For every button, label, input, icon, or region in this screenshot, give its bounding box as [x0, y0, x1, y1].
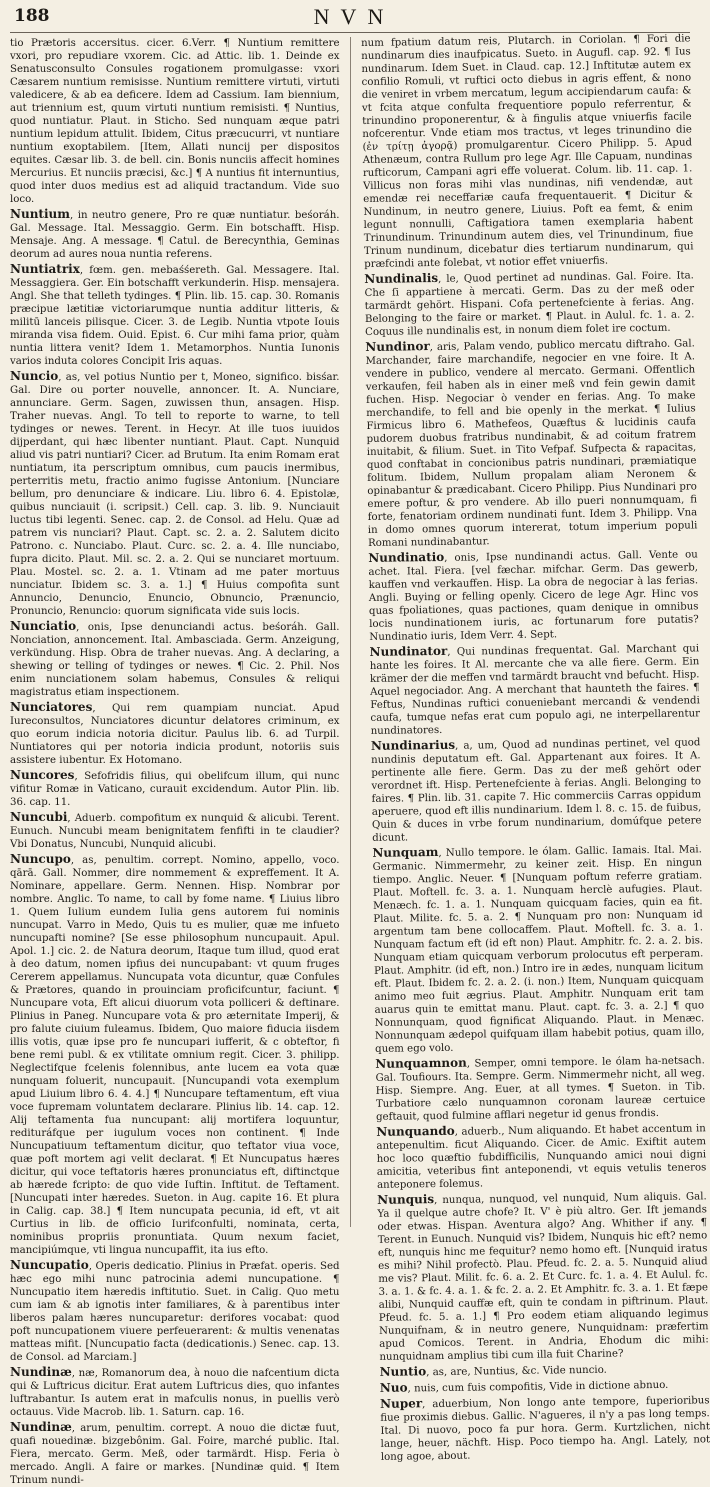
entry-headword: Nunquis: [376, 1192, 434, 1207]
entry-text: in neutro genere, Pro re quæ nuntiatur. beśoráh. Gal. Message. Ital. Messaggio. Germ. Ein botschafft. Hisp. Mensaje. Ang. A message. ¶ Catul. de Berecynthia, Geminas deorum ad aures noua nuntia referens.: [10, 210, 340, 260]
dictionary-entry: Nunciatio, onis, Ipse denunciandi actus. beśoráh. Gall. Nonciation, annoncement. Ital. Ambasciada. Germ. Anzeigung, verkündung. Hisp. Obra de traher nuevas. Ang. A declaring, a shewing or telling of tydinges or newes. ¶ Cic. 2. Phil. Nos enim nunciationem solam habemus, Consules & reliqui magistratus etiam inspectionem.: [10, 619, 340, 698]
entry-text: as, penultim. corrept. Nomino, appello, voco. qārā. Gall. Nommer, dire nommement & expreffement. It A. Nominare, appellare. Germ. Nennen. Hisp. Nombrar por nombre. Anglic. To name, to call by fome name. ¶ Liuius libro 1. Quem Iulium eundem Iulia gens autorem fui nominis nuncupat. Varro in Medo, Quis tu es mulier, quæ me infueto nuncupafti nomine? [Se esse philosophum nuncupauit. Apul. Apol. 1.] cic. 2. de Natura deorum, Itaque tum illud, quod erat à deo datum, nomen ipfius dei nuncupabant: vt quum fruges Cererem appellamus. Nuncupata vota dicuntur, quæ Confules & Prætores, quando in prouinciam proficifcuntur, faciunt. ¶ Nuncupare vota, Eft alicui diuorum vota polliceri & deftinare. Plinius in Paneg. Nuncupare vota & pro æternitate Imperij, & pro falute ciuium fuleamus. Ibidem, Quo maiore fiducia iisdem illis votis, quæ ipse pro fe nuncupari iufferit, & c obteftor, fi bene remi publ. & ex vtilitate omnium regit. Cicer. 3. philipp. Neglectifque fcelenis folennibus, ante lucem ea vota quæ nunquam foluerit, nuncupauit. [Nuncupandi vota exemplum apud Liuium libro 6. 4. 4.] ¶ Nuncupare teftamentum, eft viua voce fupremam voluntatem declarare. Plinius lib. 14. cap. 12. Alij teftamenta fua nuncupant: alij mortifera loquuntur, redituráfque per iugulum voces non continent. ¶ Inde Nuncupatiuum teftamentum dicitur, quo teftator viua voce, quæ poft mortem agi velit declarat. ¶ Et Nuncupatus hæres dicitur, qui voce teftatoris hæres pronunciatus eft, diftinctque ab hærede fcripto: de quo vide Iuftin. Inftitut. de Teftament. [Nuncupati inter hæredes. Sueton. in Aug. capite 16. Et plura in Calig. cap. 38.] ¶ Item nuncupata pecunia, id eft, vt ait Curtius in lib. de officio Iurifconfulti, nominata, certa, nominibus propriis pronuntiata. Quum nexum faciet, mancipiúmque, vti lingua nuncupaffit, ita ius efto.: [10, 855, 340, 1256]
entry-text: næ, Romanorum dea, à nouo die nafcentium dicta qui & Luftricus dicitur. Erat autem Luftricus dies, quo infantes luftrabantur. Is autem erat in mafculis nonus, in puellis verò octauus. Vide Macrob. lib. 1. Saturn. cap. 16.: [10, 1368, 340, 1418]
dictionary-entry: Nundinatio, onis, Ipse nundinandi actus. Gall. Vente ou achet. Ital. Fiera. [vel fæchar. mifchar. Germ. Das gewerb, kauffen vnd verkauffen. Hisp. La obra de negociar à las ferias. Angli. Buying or felling openly. Cicero de lege Agr. Hinc vos quas fpoliationes, quas pactiones, quam denique in omnibus locis nundinationem iuris, ac fortunarum fore putatis? Nundinatio iuris, Idem Verr. 4. Sept.: [367, 549, 699, 643]
entry-headword: Nunquando: [375, 1123, 455, 1139]
left-column: [10, 37, 340, 1486]
entry-headword: Nundinæ: [10, 1365, 72, 1379]
page-number: 188: [14, 6, 50, 26]
dictionary-entry: Nundinalis, le, Quod pertinet ad nundinas. Gal. Foire. Ita. Che ſi appartiene à mercati. Germ. Das zu der meß oder tarmärdt gehört. Hispani. Cofa pertenefciente à ferias. Ang. Belonging to the faire or market. ¶ Plaut. in Aulul. fc. 1. a. 2. Coquus ille nundinalis est, in nonum diem folet ire coctum.: [363, 270, 694, 338]
dictionary-entry: Nuncio, as, vel potius Nuntio per t, Moneo, significo. bisśar. Gal. Dire ou porter nouvelle, annoncer. It. A. Nunciare, annunciare. Germ. Sagen, zuwissen thun, ansagen. Hisp. Traher nuevas. Angl. To tell to reporte to warne, to tell tydinges or newes. Terent. in Hecyr. At ille tuos iuuidos dijperdant, qui hæc libenter nuntiant. Plaut. Capt. Nunquid aliud vis patri nuntiari? Cicer. ad Brutum. Ita enim Romam erat nuntiatum, ita perscriptum omnibus, cum paucis inermibus, perterritis metu, fractio animo fugisse Antonium. [Nunciare bellum, pro denunciare & indicare. Liu. libro 6. 4. Epistolæ, quibus nunciauit (i. scripsit.) Cell. cap. 3. lib. 9. Nunciauit luctus tibi legenti. Senec. cap. 2. de Consol. ad Helu. Quæ ad patrem vis nunciari? Plaut. Capt. sc. 2. a. 2. Salutem dicito Patrono. c. Nunciabo. Plaut. Curc. sc. 2. a. 4. Ille nunciabo, fupra dicito. Plaut. Mil. sc. 2. a. 2. Qui se nunciaret mortuum. Plau. Mostel. sc. 2. a. 1. Vtinam ad me pater mortuus nunciatur. Ibidem sc. 3. a. 1.] ¶ Huius compofita sunt Annuncio, Denuncio, Enuncio, Obnuncio, Prænuncio, Pronuncio, Renuncio: quorum significata vide suis locis.: [10, 369, 340, 617]
dictionary-entry: Nuper, aduerbium, Non longo ante tempore, fuperioribus fiue proximis diebus. Gallic. N'agueres, il n'y a pas long temps. Ital. Di nuovo, poco fa pur hora. Germ. Kurtzlichen, nicht lange, heuer, nächft. Hisp. Poco tiempo ha. Angl. Lately, not long agoe, about.: [379, 1395, 710, 1463]
entry-headword: Nunciatio: [10, 619, 77, 633]
entry-text: Sefofridis filius, qui obelifcum illum, qui nunc vifitur Romæ in Vaticano, curauit excidendum. Autor Plin. lib. 36. cap. 11.: [10, 771, 340, 808]
entry-headword: Nuncores: [10, 768, 75, 782]
dictionary-entry: [10, 37, 340, 206]
entry-text: aris, Palam vendo, publico mercatu diftraho. Gal. Marchander, faire marchandife, negocier en vne foire. It A. vendere in publico, vendere al mercato. Germani. Offentlich verkaufen, feil haben als in einer meß vnd fein gewin damit fuchen. Hisp. Negociar ò vender en ferias. Ang. To make merchandife, to fell and bie openly in the merkat. ¶ Iulius Firmicus libro 6. Mathefeos, Quæftus & lucidinis caufa pudorem duobus fratribus nundinabit, & ad coitum fratrem inuitabit, & filium. Suet. in Tito Vefpaf. Sufpecta & rapacitas, quod conftabat in concionibus patris nundinari, præmiatique folitum. Ibidem, Nullum propalam aliam Neronem & opinabantur & prædicabant. Cicero Philipp. Pius Nundinari pro emere poftur, & pro vendere. Ab illo pueri nonnumquam, fi forte, fenatoriam ordinem nundinati funt. Idem 3. Philipp. Vna in domo omnes quorum intererat, totum imperium populi Romani nundinabantur.: [364, 338, 697, 549]
entry-headword: Nundinalis: [363, 270, 438, 286]
right-column: [360, 32, 710, 1463]
entry-text: a, um, Quod ad nundinas pertinet, vel quod nundinis deputatum eft. Gal. Appartenant aux foires. It A. pertinente alle fiere. Germ. Das zu der meß gehört oder verordnet ift. Hisp. Pertenefciente à ferias. Angli. Belonging to faires. ¶ Plin. lib. 31. capite 7. Hic commerciis Carras oppidum aperuere, quod eft illis nundinarium. Idem l. 8. c. 15. de fuibus, Quin & duces in vrbe forum nundinarium, domúfque petere dicunt.: [370, 737, 702, 844]
entry-headword: Nundinor: [364, 339, 430, 354]
dictionary-entry: Nuntium, in neutro genere, Pro re quæ nuntiatur. beśoráh. Gal. Message. Ital. Messaggio. Germ. Ein botschafft. Hisp. Mensaje. Ang. A message. ¶ Catul. de Berecynthia, Geminas deorum ad aures noua nuntia referens.: [10, 207, 340, 260]
dictionary-entry: Nuncores, Sefofridis filius, qui obelifcum illum, qui nunc vifitur Romæ in Vaticano, curauit excidendum. Autor Plin. lib. 36. cap. 11.: [10, 768, 340, 808]
dictionary-entry: Nunquam, Nullo tempore. le ólam. Gallic. Iamais. Ital. Mai. Germanic. Nimmermehr, zu keiner zeit. Hisp. En ningun tiempo. Anglic. Neuer. ¶ [Nunquam poftum referre gratiam. Plaut. Moftell. fc. 3. a. 1. Nunquam herclè aufugies. Plaut. Menæch. fc. 1. a. 1. Nunquam quicquam facies, quin ea fit. Plaut. Milite. fc. 5. a. 2. ¶ Nunquam pro non: Nunquam id argentum tam bene collocaffem. Plaut. Moftell. fc. 3. a. 1. Nunquam factum eft (id eft non) Plaut. Amphitr. fc. 2. a. 2. bis. Nunquam etiam quicquam verborum prolocutus eft perperam. Plaut. Amphitr. (id eft, non.) Intro ire in ædes, nunquam licitum eft. Plaut. Ibidem fc. 2. a. 2. (i. non.) Item, Nunquam quicquam animo meo fuit ægrius. Plaut. Amphitr. Nunquam erit tam auarus quin te emittat manu. Plaut. capt. fc. 3. a. 2.] ¶ quo Nonnunquam, quod fignificat Aliquando. Plaut. in Menæc. Nonnunquam ædepol quifquam illam habebit potius, quam illo, quem ego volo.: [371, 844, 704, 1055]
entry-text: aduerbium, Non longo ante tempore, fuperioribus fiue proximis diebus. Gallic. N'agueres, il n'y a pas long temps. Ital. Di nuovo, poco fa pur hora. Germ. Kurtzlichen, nicht lange, heuer, nächft. Hisp. Poco tiempo ha. Angl. Lately, not long agoe, about.: [379, 1395, 710, 1463]
entry-headword: Nunquamnon: [374, 1055, 467, 1071]
entry-text: Semper, omni tempore. le ólam ha-netsach. Gal. Toufiours. Ita. Sempre. Germ. Nimmermehr nicht, all weg. Hisp. Siempre. Ang. Euer, at all tymes. ¶ Sueton. in Tib. Turbatiore cælo nunquamnon coronam laureæ certuice geftauit, quod fulmine afflari negetur id genus frondis.: [374, 1055, 705, 1123]
entry-text: arum, penultim. corrept. A nouo die dictæ fuut, quafi nouedinæ. bizgebônim. Gal. Foire, marché public. Ital. Fiera, mercato. Germ. Meß, oder tarmärdt. Hisp. Feria ò mercado. Angli. A faire or markes. [Nundinæ quid. ¶ Item Trinum nundi-: [10, 1423, 340, 1486]
dictionary-entry: Nuncubi, Aduerb. compofitum ex nunquid & alicubi. Terent. Eunuch. Nuncubi meam benignitatem fenfifti in te claudier? Vbi Donatus, Nuncubi, Nunquid alicubi.: [10, 810, 340, 850]
entry-headword: Nuo: [379, 1380, 408, 1395]
entry-headword: Nunquam: [371, 844, 439, 860]
dictionary-entry: [361, 32, 694, 271]
dictionary-entry: Nundinæ, arum, penultim. corrept. A nouo die dictæ fuut, quafi nouedinæ. bizgebônim. Gal. Foire, marché public. Ital. Fiera, mercato. Germ. Meß, oder tarmärdt. Hisp. Feria ò mercado. Angli. A faire or markes. [Nundinæ quid. ¶ Item Trinum nundi-: [10, 1420, 340, 1486]
dictionary-entry: Nunquando, aduerb., Num aliquando. Et habet accentum in antepenultim. ficut Aliquando. Cicer. de Amic. Exiftit autem hoc loco quæftio fubdifficilis, Nunquando amici noui digni amicitia, veteribus fint anteponendi, vt equis vetulis teneros anteponere folemus.: [375, 1123, 706, 1191]
dictionary-entry: Nundinator, Qui nundinas frequentat. Gal. Marchant qui hante les foires. It Al. mercante che va alle fiere. Germ. Ein krämer der die meffen vnd tarmärdt braucht vnd befucht. Hisp. Aquel negociador. Ang. A merchant that haunteth the faires. ¶ Feftus, Nundinas ruftici conueniebant mercandi & vendendi caufa, tumque nefas erat cum populo agi, ne interpellarentur nundinatores.: [368, 643, 700, 737]
column-divider: [350, 37, 351, 1227]
entry-text: Aduerb. compofitum ex nunquid & alicubi. Terent. Eunuch. Nuncubi meam benignitatem fenfifti in te claudier? Vbi Donatus, Nuncubi, Nunquid alicubi.: [10, 813, 340, 850]
dictionary-entry: Nundinæ, næ, Romanorum dea, à nouo die nafcentium dicta qui & Luftricus dicitur. Erat autem Luftricus dies, quo infantes luftrabantur. Is autem erat in mafculis nonus, in puellis verò octauus. Vide Macrob. lib. 1. Saturn. cap. 16.: [10, 1365, 340, 1418]
dictionary-entry: Nunquamnon, Semper, omni tempore. le ólam ha-netsach. Gal. Toufiours. Ita. Sempre. Germ. Nimmermehr nicht, all weg. Hisp. Siempre. Ang. Euer, at all tymes. ¶ Sueton. in Tib. Turbatiore cælo nunquamnon coronam laureæ certuice geftauit, quod fulmine afflari negetur id genus frondis.: [374, 1055, 705, 1123]
entry-text: fœm. gen. mebaśśereth. Gal. Messagere. Ital. Messaggiera. Ger. Ein botschafft verkunderin. Hisp. mensajera. Angl. She that telleth tydinges. ¶ Plin. lib. 15. cap. 30. Romanis præcipue lætitiæ victoriarumque nuntia additur litteris, & militū lanceis pilisque. Cicer. 3. de Legib. Nuntia vtpote Iouis miranda visa fidem. Ouid. Epist. 6. Cur mihi fama prior, quàm nuntia littera venit? Idem 1. Metamorphos. Nuntia Iunonis varios induta colores Concipit Iris aquas.: [10, 265, 340, 367]
entry-headword: Nundinæ: [10, 1420, 72, 1434]
entry-text: aduerb., Num aliquando. Et habet accentum in antepenultim. ficut Aliquando. Cicer. de Amic. Exiftit autem hoc loco quæftio fubdifficilis, Nunquando amici noui digni amicitia, veteribus fint anteponendi, vt equis vetulis teneros anteponere folemus.: [375, 1123, 706, 1191]
entry-text: onis, Ipse denunciandi actus. beśoráh. Gall. Nonciation, annoncement. Ital. Ambasciada. Germ. Anzeigung, verkündung. Hisp. Obra de traher nuevas. Ang. A declaring, a shewing or telling of tydinges or newes. ¶ Cic. 2. Phil. Nos enim nunciationem solam habemus, Consules & reliqui magistratus etiam inspectionem.: [10, 622, 340, 698]
dictionary-entry: Nundinarius, a, um, Quod ad nundinas pertinet, vel quod nundinis deputatum eft. Gal. Appartenant aux foires. It A. pertinente alle fiere. Germ. Das zu der meß gehört oder verordnet ift. Hisp. Pertenefciente à ferias. Angli. Belonging to faires. ¶ Plin. lib. 31. capite 7. Hic commerciis Carras oppidum aperuere, quod eft illis nundinarium. Idem l. 8. c. 15. de fuibus, Quin & duces in vrbe forum nundinarium, domúfque petere dicunt.: [370, 737, 702, 844]
entry-headword: Nuncupo: [10, 852, 71, 866]
dictionary-entry: Nuncupatio, Operis dedicatio. Plinius in Præfat. operis. Sed hæc ego mihi nunc patrocinia ademi nuncupatione. ¶ Nuncupatio item hæredis inftitutio. Suet. in Calig. Quo metu cum iam & ab ignotis inter familiares, & à parentibus inter liberos palam hæres nuncuparetur: derifores vocabat: quod poft nuncupationem viuere perfeuerarent: & multis venenatas matteas mifit. [Nuncupatio facta (dedicationis.) Senec. cap. 13. de Consol. ad Marciam.]: [10, 1258, 340, 1363]
dictionary-entry: Nuncupo, as, penultim. corrept. Nomino, appello, voco. qārā. Gall. Nommer, dire nommement & expreffement. It A. Nominare, appellare. Germ. Nennen. Hisp. Nombrar por nombre. Anglic. To name, to call by fome name. ¶ Liuius libro 1. Quem Iulium eundem Iulia gens autorem fui nominis nuncupat. Varro in Medo, Quis tu es mulier, quæ me infueto nuncupafti nomine? [Se esse philosophum nuncupauit. Apul. Apol. 1.] cic. 2. de Natura deorum, Itaque tum illud, quod erat à deo datum, nomen ipfius dei nuncupabant: vt quum fruges Cererem appellamus. Nuncupata vota dicuntur, quæ Confules & Prætores, quando in prouinciam proficifcuntur, faciunt. ¶ Nuncupare vota, Eft alicui diuorum vota polliceri & deftinare. Plinius in Paneg. Nuncupare vota & pro æternitate Imperij, & pro falute ciuium fuleamus. Ibidem, Quo maiore fiducia iisdem illis votis, quæ ipse pro fe nuncupari iufferit, & c obteftor, fi bene remi publ. & ex vtilitate omnium regit. Cicer. 3. philipp. Neglectifque fcelenis folennibus, ante lucem ea vota quæ nunquam foluerit, nuncupauit. [Nuncupandi vota exemplum apud Liuium libro 6. 4. 4.] ¶ Nuncupare teftamentum, eft viua voce fupremam voluntatem declarare. Plinius lib. 14. cap. 12. Alij teftamenta fua nuncupant: alij mortifera loquuntur, redituráfque per iugulum voces non continent. ¶ Inde Nuncupatiuum teftamentum dicitur, quo teftator viua voce, quæ poft mortem agi velit declarat. ¶ Et Nuncupatus hæres dicitur, qui voce teftatoris hæres pronunciatus eft, diftinctque ab hærede fcripto: de quo vide Iuftin. Inftitut. de Teftament. [Nuncupati inter hæredes. Sueton. in Aug. capite 16. Et plura in Calig. cap. 38.] ¶ Item nuncupata pecunia, id eft, vt ait Curtius in lib. de officio Iurifconfulti, nominata, certa, nominibus propriis pronuntiata. Quum nexum faciet, mancipiúmque, vti lingua nuncupaffit, ita ius efto.: [10, 852, 340, 1256]
entry-text: tio Prætoris accersitus. cicer. 6.Verr. ¶ Nuntium remittere vxori, pro repudiare vxorem. Cic. ad Attic. lib. 1. Deinde ex Senatusconsulto Consules rogationem promulgasse: vxori Cæsarem nuntium remisisse. Nuntium remittere virtuti, virtuti valedicere, & ab ea deficere. Idem ad Cassium. Iam biennium, aut triennium est, quum virtuti nuntium remisisti. ¶ Nuntius, quod nuntiatur. Plaut. in Sticho. Sed nunquam æque patri nuntium lepidum attulit. Ibidem, Citus præcucurri, vt nuntiare nuntium exoptabilem. [Item, Allati nuncij per dispositos equites. Cæsar lib. 3. de bell. cin. Bonis nunciis affecit homines Mercurius. Et nunciis præcisi, &c.] ¶ A nuntius fit internuntius, quod inter duos medius est ad aliquid tractandum. Vide suo loco.: [10, 38, 340, 205]
dictionary-entry: Nundinor, aris, Palam vendo, publico mercatu diftraho. Gal. Marchander, faire marchandife, negocier en vne foire. It A. vendere in publico, vendere al mercato. Germani. Offentlich verkaufen, feil haben als in einer meß vnd fein gewin damit fuchen. Hisp. Negociar ò vender en ferias. Ang. To make merchandife, to fell and bie openly in the merkat. ¶ Iulius Firmicus libro 6. Mathefeos, Quæftus & lucidinis caufa pudorem duobus fratribus nundinabit, & ad coitum fratrem inuitabit, & filium. Suet. in Tito Vefpaf. Sufpecta & rapacitas, quod conftabat in concionibus patris nundinari, præmiatique folitum. Ibidem, Nullum propalam aliam Neronem & opinabantur & prædicabant. Cicero Philipp. Pius Nundinari pro emere poftur, & pro vendere. Ab illo pueri nonnumquam, fi forte, fenatoriam ordinem nundinati funt. Idem 3. Philipp. Vna in domo omnes quorum intererat, totum imperium populi Romani nundinabantur.: [364, 338, 697, 549]
entry-text: Operis dedicatio. Plinius in Præfat. operis. Sed hæc ego mihi nunc patrocinia ademi nuncupatione. ¶ Nuncupatio item hæredis inftitutio. Suet. in Calig. Quo metu cum iam & ab ignotis inter familiares, & à parentibus inter liberos palam hæres nuncuparetur: derifores vocabat: quod poft nuncupationem viuere perfeuerarent: & multis venenatas matteas mifit. [Nuncupatio facta (dedicationis.) Senec. cap. 13. de Consol. ad Marciam.]: [10, 1261, 340, 1363]
entry-headword: Nunciatores: [10, 700, 93, 714]
entry-text: onis, Ipse nundinandi actus. Gall. Vente ou achet. Ital. Fiera. [vel fæchar. mifchar. Germ. Das gewerb, kauffen vnd verkauffen. Hisp. La obra de negociar à las ferias. Angli. Buying or felling openly. Cicero de lege Agr. Hinc vos quas fpoliationes, quas pactiones, quam denique in omnibus locis nundinationem iuris, ac fortunarum fore putatis? Nundinatio iuris, Idem Verr. 4. Sept.: [367, 549, 699, 643]
entry-text: le, Quod pertinet ad nundinas. Gal. Foire. Ita. Che ſi appartiene à mercati. Germ. Das zu der meß oder tarmärdt gehört. Hispani. Cofa pertenefciente à ferias. Ang. Belonging to the faire or market. ¶ Plaut. in Aulul. fc. 1. a. 2. Coquus ille nundinalis est, in nonum diem folet ire coctum.: [364, 270, 694, 338]
entry-headword: Nuntium: [10, 207, 70, 221]
entry-headword: Nuncupatio: [10, 1258, 89, 1272]
entry-text: nunqua, nunquod, vel nunquid, Num aliquis. Gal. Ya il quelque autre chofe? It. V' è più altro. Ger. Ift jemands oder etwas. Hispan. Aventura algo? Ang. Whither if any. ¶ Terent. in Eunuch. Nunquid vis? Ibidem, Nunquis hic eft? nemo eft, nunquis hinc me fequitur? nemo homo eft. [Nunquid iratus es mihi? Nihil profectò. Plau. Pfeud. fc. 2. a. 5. Nunquid aliud me vis? Plaut. Milit. fc. 6. a. 2. Et Curc. fc. 1. a. 4. Et Aulul. fc. 3. a. 1. & fc. 4. a. 1. & fc. 2. a. 2. Et Amphitr. fc. 3. a. 1. Et fæpe alibi, Nunquid cauffæ eft, quin te condam in piftrinum. Plaut. Pfeud. fc. 5. a. 1.] ¶ Pro eodem etiam aliquando legimus Nunquifnam, & in neutro genere, Nunquidnam: præfertim apud Comicos. Terent. in Andria, Ehodum dic mihi: nunquidnam amplius tibi cum illa fuit Charine?: [376, 1191, 709, 1363]
entry-text: Qui rem quampiam nunciat. Apud Iureconsultos, Nunciatores dicuntur delatores criminum, ex quo eorum indicia notoria dicitur. Paulus lib. 6. ad Turpil. Nuntiatores qui per notoria indicia produnt, notoriis suis assistere iubentur. Ex Hotomano.: [10, 703, 340, 766]
text-columns: [10, 33, 710, 1486]
entry-headword: Nuper: [379, 1396, 422, 1411]
entry-headword: Nuntiatrix: [10, 262, 80, 276]
dictionary-entry: Nunciatores, Qui rem quampiam nunciat. Apud Iureconsultos, Nunciatores dicuntur delatores criminum, ex quo eorum indicia notoria dicitur. Paulus lib. 6. ad Turpil. Nuntiatores qui per notoria indicia produnt, notoriis suis assistere iubentur. Ex Hotomano.: [10, 700, 340, 766]
running-head: N V N: [313, 4, 387, 29]
entry-headword: Nuntio: [379, 1364, 426, 1379]
entry-text: nuis, cum fuis compofitis, Vide in dictione abnuo.: [413, 1379, 668, 1395]
dictionary-entry: Nunquis, nunqua, nunquod, vel nunquid, Num aliquis. Gal. Ya il quelque autre chofe? It. V' è più altro. Ger. Ift jemands oder etwas. Hispan. Aventura algo? Ang. Whither if any. ¶ Terent. in Eunuch. Nunquid vis? Ibidem, Nunquis hic eft? nemo eft, nunquis hinc me fequitur? nemo homo eft. [Nunquid iratus es mihi? Nihil profectò. Plau. Pfeud. fc. 2. a. 5. Nunquid aliud me vis? Plaut. Milit. fc. 6. a. 2. Et Curc. fc. 1. a. 4. Et Aulul. fc. 3. a. 1. & fc. 4. a. 1. & fc. 2. a. 2. Et Amphitr. fc. 3. a. 1. Et fæpe alibi, Nunquid cauffæ eft, quin te condam in piftrinum. Plaut. Pfeud. fc. 5. a. 1.] ¶ Pro eodem etiam aliquando legimus Nunquifnam, & in neutro genere, Nunquidnam: præfertim apud Comicos. Terent. in Andria, Ehodum dic mihi: nunquidnam amplius tibi cum illa fuit Charine?: [376, 1191, 709, 1363]
dictionary-entry: Nuntiatrix, fœm. gen. mebaśśereth. Gal. Messagere. Ital. Messaggiera. Ger. Ein botschafft verkunderin. Hisp. mensajera. Angl. She that telleth tydinges. ¶ Plin. lib. 15. cap. 30. Romanis præcipue lætitiæ victoriarumque nuntia additur litteris, & militū lanceis pilisque. Cicer. 3. de Legib. Nuntia vtpote Iouis miranda visa fidem. Ouid. Epist. 6. Cur mihi fama prior, quàm nuntia littera venit? Idem 1. Metamorphos. Nuntia Iunonis varios induta colores Concipit Iris aquas.: [10, 262, 340, 367]
entry-headword: Nundinarius: [370, 737, 455, 753]
dictionary-entry: Nuo, nuis, cum fuis compofitis, Vide in dictione abnuo.: [379, 1379, 668, 1395]
entry-text: as, vel potius Nuntio per t, Moneo, significo. bisśar. Gal. Dire ou porter nouvelle, annoncer. It. A. Nunciare, annunciare. Germ. Sagen, zuwissen thun, ansagen. Hisp. Traher nuevas. Angl. To tell to reporte to warne, to tell tydinges or newes. Terent. in Hecyr. At ille tuos iuuidos dijperdant, qui hæc libenter nuntiant. Plaut. Capt. Nunquid aliud vis patri nuntiari? Cicer. ad Brutum. Ita enim Romam erat nuntiatum, ita perscriptum omnibus, cum paucis inermibus, perterritis metu, fractio animo fugisse Antonium. [Nunciare bellum, pro denunciare & indicare. Liu. libro 6. 4. Epistolæ, quibus nunciauit (i. scripsit.) Cell. cap. 3. lib. 9. Nunciauit luctus tibi legenti. Senec. cap. 2. de Consol. ad Helu. Quæ ad patrem vis nunciari? Plaut. Capt. sc. 2. a. 2. Salutem dicito Patrono. c. Nunciabo. Plaut. Curc. sc. 2. a. 4. Ille nunciabo, fupra dicito. Plaut. Mil. sc. 2. a. 2. Qui se nunciaret mortuum. Plau. Mostel. sc. 2. a. 1. Vtinam ad me pater mortuus nunciatur. Ibidem sc. 3. a. 1.] ¶ Huius compofita sunt Annuncio, Denuncio, Enuncio, Obnuncio, Prænuncio, Pronuncio, Renuncio: quorum significata vide suis locis.: [10, 372, 340, 617]
entry-headword: Nuncubi: [10, 810, 68, 824]
entry-text: num fpatium datum reis, Plutarch. in Coriolan. ¶ Fori die nundinarum dies inaufpicatus. Sueto. in Augufl. cap. 92. ¶ Ius nundinarum. Idem Suet. in Claud. cap. 12.] Inftitutæ autem ex confilio Romuli, vt ruftici octo diebus in agris effent, & nono die veniret in vrbem mercatum, legum accipiendarum caufa: & vt fcita atque confulta frequentiore populo referrentur, & trinundino proponerentur, & à fingulis atque vniuerfis facile nofcerentur. Vnde etiam mos tractus, vt leges trinundino die (ἐν τρίτῃ ἀγορᾷ) promulgarentur. Cicero Philipp. 5. Apud Athenæum, contra Rullum pro lege Agr. Ille Capuam, nundinas rufticorum, Campani agri effe voluerat. Colum. lib. 11. cap. 1. Villicus non foras mihi vlas nundinas, nifi vendendæ, aut emendæ rei neceffariæ caufa frequentauerit. ¶ Dicitur & Nundinum, in neutro genere, Liuius. Poft ea femt, & enim legunt nonnulli, Caftigatiora tamen exemplaria habent Trinundinum. Trinundinum autem dies, vel Trinundinum, fiue Trinum nundinum, dicebatur dies tertiarum nundinarum, qui præfcindi ante folebat, vt notior effet vniuerfis.: [360, 33, 694, 270]
page-header: [10, 6, 690, 33]
entry-headword: Nundinator: [368, 643, 447, 659]
entry-headword: Nundinatio: [367, 549, 444, 565]
entry-text: Nullo tempore. le ólam. Gallic. Iamais. Ital. Mai. Germanic. Nimmermehr, zu keiner zeit. Hisp. En ningun tiempo. Anglic. Neuer. ¶ [Nunquam poftum referre gratiam. Plaut. Moftell. fc. 3. a. 1. Nunquam herclè aufugies. Plaut. Menæch. fc. 1. a. 1. Nunquam quicquam facies, quin ea fit. Plaut. Milite. fc. 5. a. 2. ¶ Nunquam pro non: Nunquam id argentum tam bene collocaffem. Plaut. Moftell. fc. 3. a. 1. Nunquam factum eft (id eft non) Plaut. Amphitr. fc. 2. a. 2. bis. Nunquam etiam quicquam verborum prolocutus eft perperam. Plaut. Amphitr. (id eft, non.) Intro ire in ædes, nunquam licitum eft. Plaut. Ibidem fc. 2. a. 2. (i. non.) Item, Nunquam quicquam animo meo fuit ægrius. Plaut. Amphitr. Nunquam erit tam auarus quin te emittat manu. Plaut. capt. fc. 3. a. 2.] ¶ quo Nonnunquam, quod fignificat Aliquando. Plaut. in Menæc. Nonnunquam ædepol quifquam illam habebit potius, quam illo, quem ego volo.: [372, 844, 704, 1055]
dictionary-entry: Nuntio, as, are, Nuntius, &c. Vide nuncio.: [379, 1364, 607, 1379]
entry-headword: Nuncio: [10, 369, 59, 383]
entry-text: as, are, Nuntius, &c. Vide nuncio.: [432, 1364, 607, 1379]
entry-text: Qui nundinas frequentat. Gal. Marchant qui hante les foires. It Al. mercante che va alle fiere. Germ. Ein krämer der die meffen vnd tarmärdt braucht vnd befucht. Hisp. Aquel negociador. Ang. A merchant that haunteth the faires. ¶ Feftus, Nundinas ruftici conueniebant mercandi & vendendi caufa, tumque nefas erat cum populo agi, ne interpellarentur nundinatores.: [369, 643, 700, 737]
